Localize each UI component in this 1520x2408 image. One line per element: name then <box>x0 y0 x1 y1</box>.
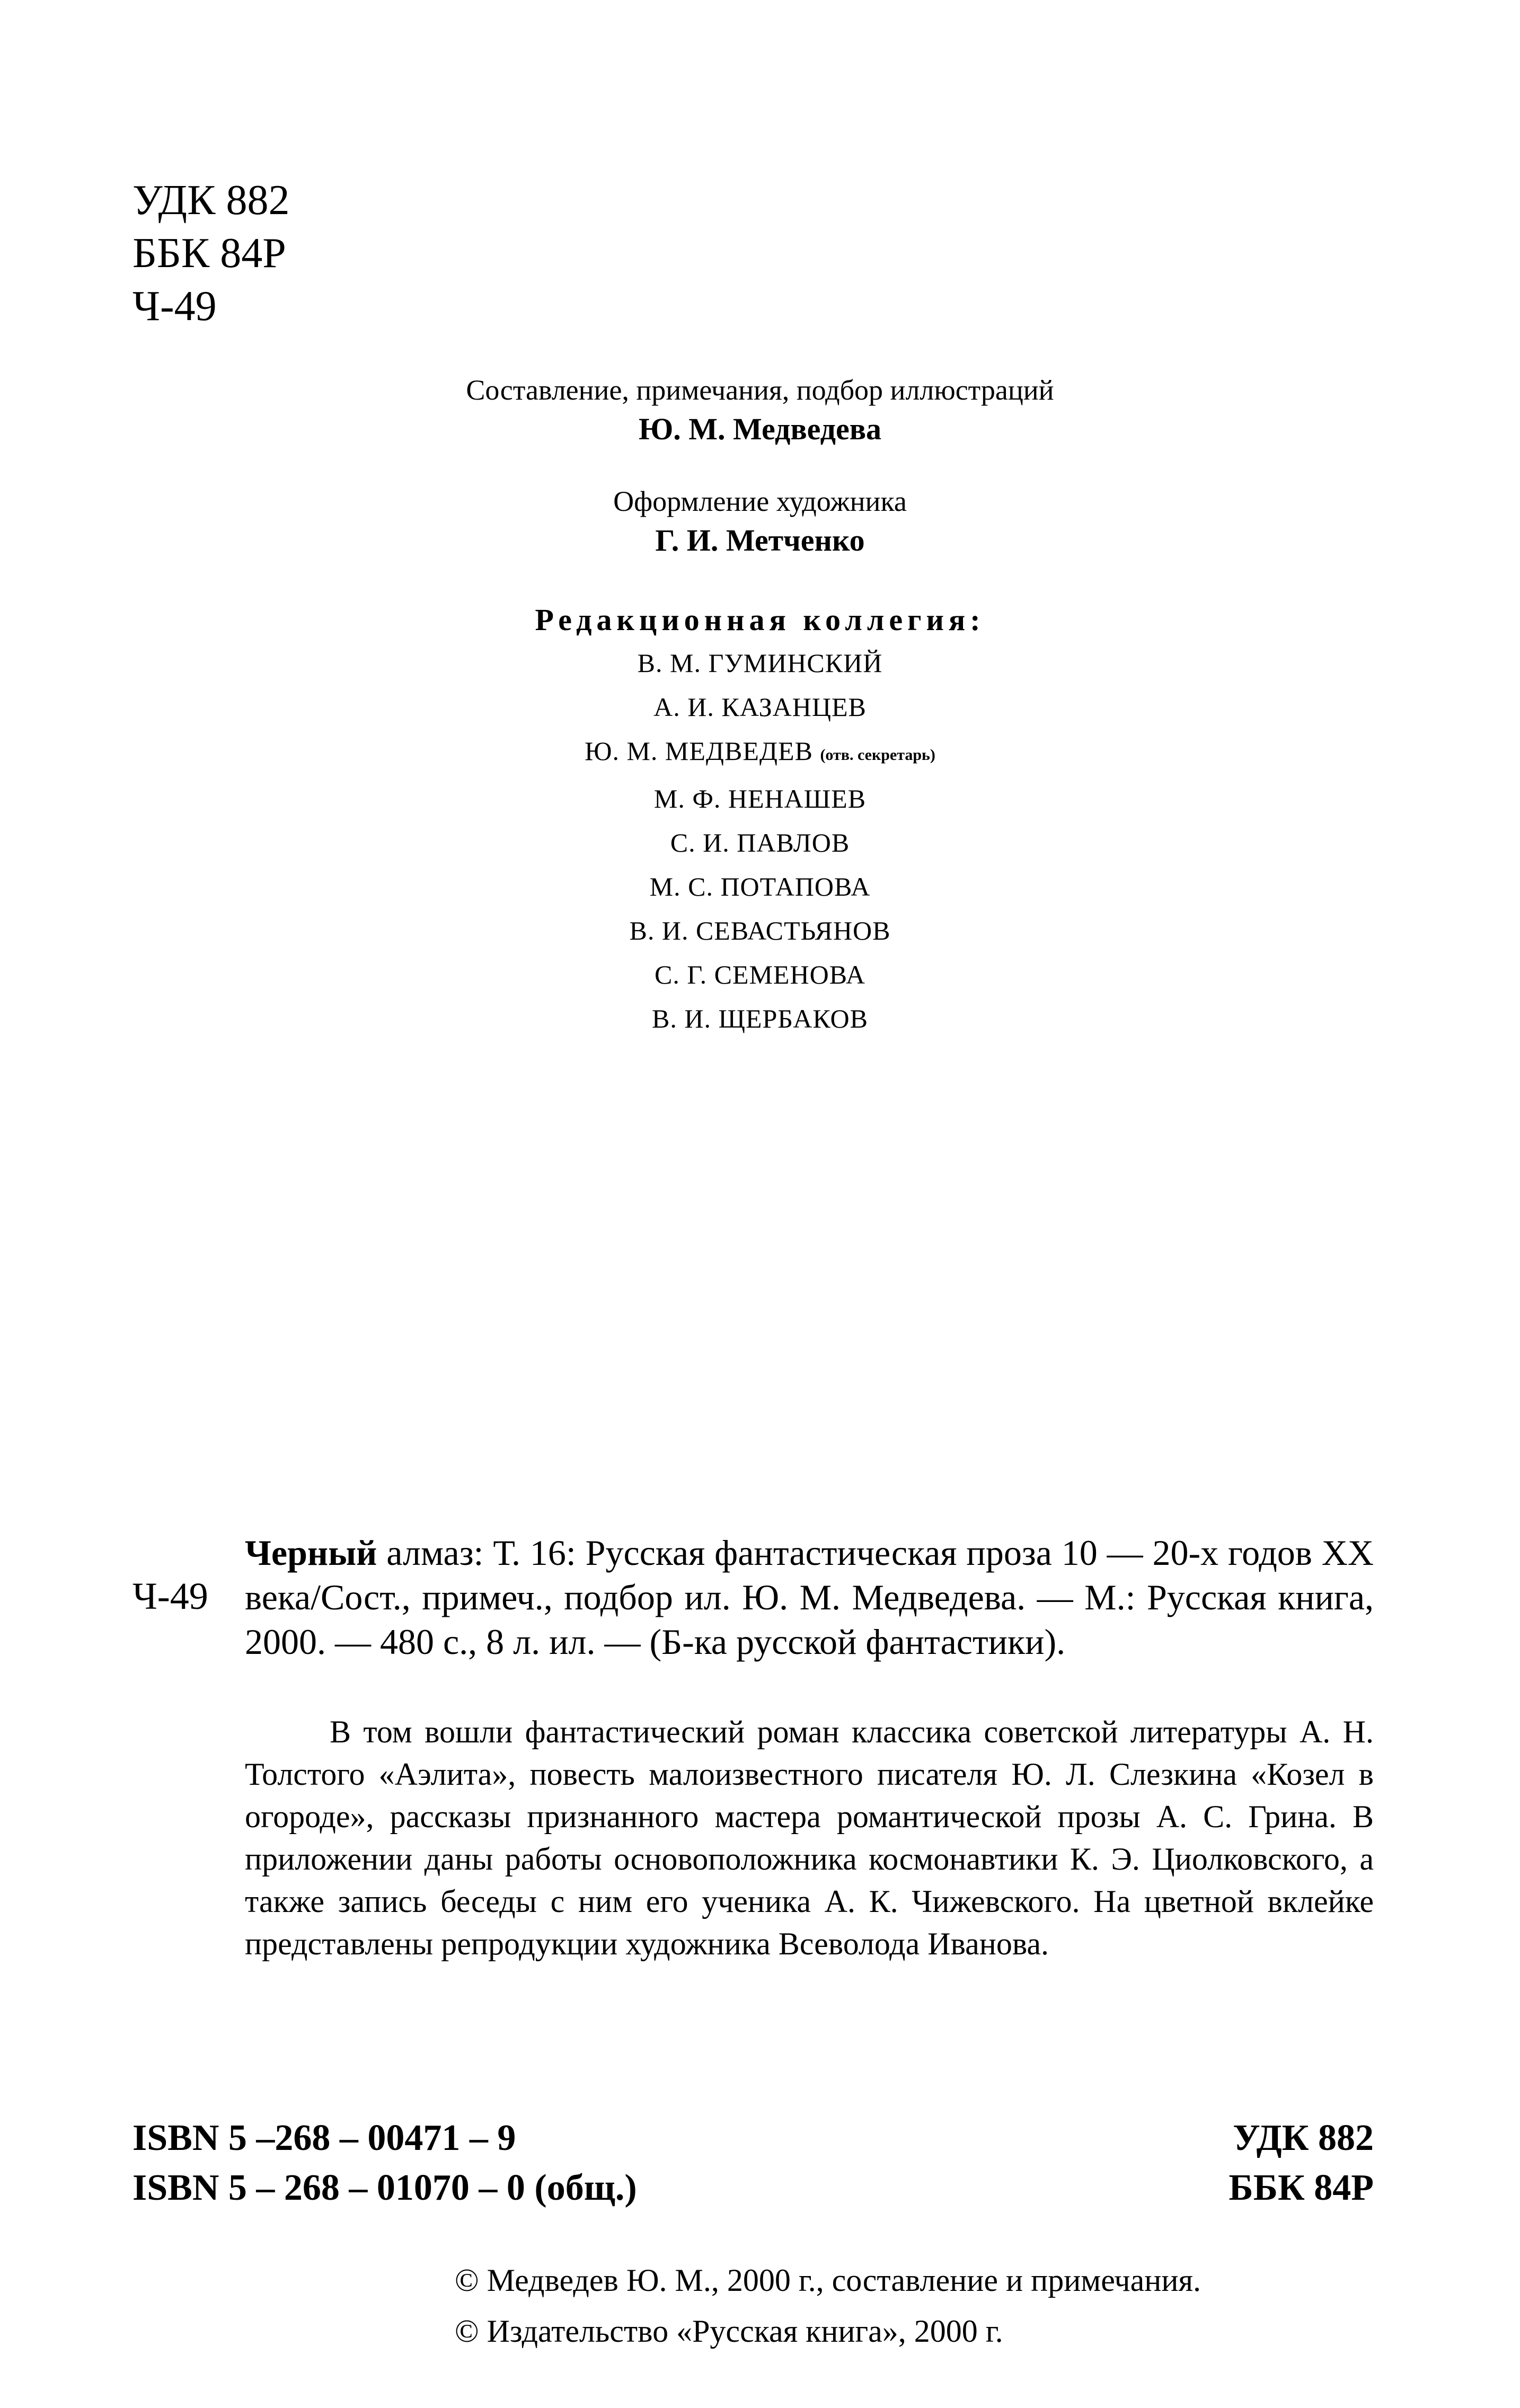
author-mark: Ч-49 <box>132 283 217 330</box>
isbn-block <box>132 2113 637 2213</box>
board-member: М. С. ПОТАПОВА <box>649 872 871 901</box>
board-member: С. И. ПАВЛОВ <box>670 828 850 857</box>
board-member-name: Ю. М. МЕДВЕДЕВ <box>585 736 813 766</box>
isbn-1: ISBN 5 –268 – 00471 – 9 <box>132 2118 516 2158</box>
udk-code: УДК 882 <box>132 177 290 224</box>
board-member: В. И. СЕВАСТЬЯНОВ <box>629 916 891 945</box>
index-codes <box>1229 2113 1374 2213</box>
board-member-secretary <box>0 729 1520 777</box>
editorial-board-title: Редакционная коллегия: <box>535 603 985 637</box>
copyright-line-1: © Медведев Ю. М., 2000 г., составление и примечания. <box>455 2263 1201 2298</box>
board-member: С. Г. СЕМЕНОВА <box>654 960 866 989</box>
board-member: В. И. ЩЕРБАКОВ <box>652 1004 868 1033</box>
compiler-name: Ю. М. Медведева <box>638 412 882 446</box>
copyright-line-2: © Издательство «Русская книга», 2000 г. <box>455 2314 1003 2349</box>
annotation: В том вошли фантастический роман классика советской литературы А. Н. Толстого «Аэлита», повесть малоизвестного писателя Ю. Л. Слезкина «Козел в огороде», рассказы признанного мастера романтической прозы А. С. Грина. В приложении даны работы основоположника космонавтики К. Э. Циолковского, а также запись беседы с ним его ученика А. К. Чижевского. На цветной вклейке представлены репродукции художника Всеволода Иванова. <box>245 1714 1374 1961</box>
classification-block <box>132 174 503 333</box>
bibliographic-entry <box>245 1530 1374 1664</box>
entry-text: алмаз: Т. 16: Русская фантастическая проза 10 — 20-х годов XX века/Сост., примеч., подбор ил. Ю. М. Медведева. — М.: Русская книга, 2000. — 480 с., 8 л. ил. — (Б-ка русской фантастики). <box>245 1533 1374 1662</box>
isbn-2: ISBN 5 – 268 – 01070 – 0 (общ.) <box>132 2167 637 2208</box>
board-member: М. Ф. НЕНАШЕВ <box>653 784 867 813</box>
board-member: В. М. ГУМИНСКИЙ <box>637 648 883 678</box>
board-member: А. И. КАЗАНЦЕВ <box>653 692 867 722</box>
designer-name: Г. И. Метченко <box>655 523 865 557</box>
copyright-block <box>455 2255 1462 2357</box>
bbk-code-bottom: ББК 84Р <box>1229 2167 1374 2208</box>
design-label: Оформление художника <box>613 485 907 517</box>
bibliography-author-mark: Ч-49 <box>132 1575 208 1617</box>
secretary-note: (отв. секретарь) <box>820 746 935 764</box>
udk-code-bottom: УДК 882 <box>1233 2118 1374 2158</box>
compilation-label: Составление, примечания, подбор иллюстраций <box>466 374 1054 406</box>
credits-block <box>0 371 1520 1041</box>
bbk-code: ББК 84Р <box>132 230 286 277</box>
title-word: Черный <box>245 1533 377 1573</box>
